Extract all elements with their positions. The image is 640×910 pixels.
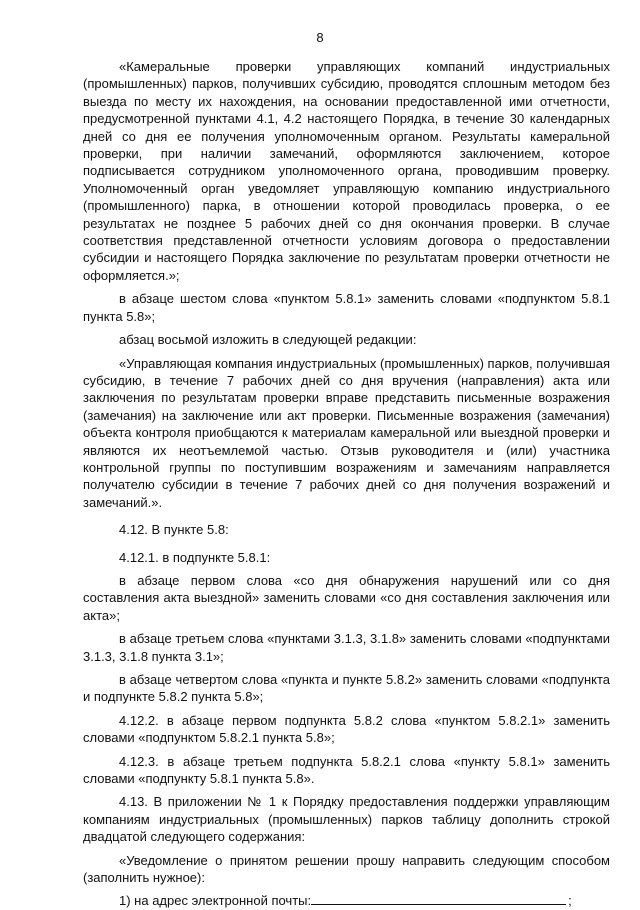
paragraph-4-12-2: 4.12.2. в абзаце первом подпункта 5.8.2 слова «пунктом 5.8.2.1» заменить словами «подпунктом 5.8.2.1 пункта 5.8»;: [83, 712, 610, 746]
paragraph-4-12-1: 4.12.1. в подпункте 5.8.1:: [119, 549, 271, 565]
email-line-end: ;: [568, 893, 572, 909]
paragraph-4-12-3: 4.12.3. в абзаце третьем подпункта 5.8.2.1 слова «пункту 5.8.1» заменить словами «подпункту 5.8.1 пункта 5.8».: [83, 753, 610, 787]
paragraph-abzac-pervom: в абзаце первом слова «со дня обнаружения нарушений или со дня составления акта выездной» заменить словами «со дня составления заключения или акта»;: [83, 572, 610, 623]
document-body: [83, 58, 610, 910]
paragraph-uvedomlenie: «Уведомление о принятом решении прошу направить следующим способом (заполнить нужное):: [83, 852, 610, 886]
paragraph-kameralnye-proverki: «Камеральные проверки управляющих компаний индустриальных (промышленных) парков, получивших субсидию, проводятся сплошным методом без выезда по месту их нахождения, на основании предоставленной ими отчетности, предусмотренной пунктами 4.1, 4.2 настоящего Порядка, в течение 30 календарных дней со дня ее получения уполномоченным органом. Результаты камеральной проверки, при наличии замечаний, оформляются заключением, которое подписывается сотрудником уполномоченного органа, проводившим проверку. Уполномоченный орган уведомляет управляющую компанию индустриального (промышленного) парка, в отношении которой проводилась проверка, о ее результатах не позднее 5 рабочих дней со дня окончания проверки. В случае соответствия представленной отчетности условиям договора о предоставлении субсидии и настоящего Порядка заключение по результатам проверки отчетности не оформляется.»;: [83, 59, 610, 283]
email-line: [83, 892, 610, 909]
email-line-label: 1) на адрес электронной почты:: [119, 893, 312, 909]
email-blank-field: [311, 892, 566, 905]
paragraph-abzac-vosmoy: абзац восьмой изложить в следующей редакции:: [119, 332, 417, 348]
paragraph-4-13: 4.13. В приложении № 1 к Порядку предоставления поддержки управляющим компаниям индустриальных (промышленных) парков таблицу дополнить строкой двадцатой следующего содержания:: [83, 794, 610, 845]
paragraph-upravlyayuschaya-kompaniya: «Управляющая компания индустриальных (промышленных) парков, получившая субсидию, в течение 7 рабочих дней со дня вручения (направления) акта или заключения по результатам проверки вправе представить письменные возражения (замечания) на заключение или акт проверки. Письменные возражения (замечания) объекта контроля приобщаются к материалам камеральной или выездной проверки и являются их неотъемлемой частью. Отзыв руководителя и (или) участника контрольной группы по поступившим возражениям и замечаниям направляется получателю субсидии в течение 7 рабочих дней со дня получения возражений и замечаний.».: [83, 355, 610, 510]
paragraph-abzac-tretem: в абзаце третьем слова «пунктами 3.1.3, 3.1.8» заменить словами «подпунктами 3.1.3, 3.1.8 пункта 3.1»;: [83, 631, 610, 664]
paragraph-abzac-shestoy: в абзаце шестом слова «пунктом 5.8.1» заменить словами «подпунктом 5.8.1 пункта 5.8»;: [83, 291, 610, 324]
paragraph-4-12: 4.12. В пункте 5.8:: [119, 522, 229, 538]
paragraph-abzac-chetvertom: в абзаце четвертом слова «пункта и пункте 5.8.2» заменить словами «подпункта и подпункте 5.8.2 пункта 5.8»;: [83, 672, 610, 705]
page-number: 8: [316, 30, 324, 45]
